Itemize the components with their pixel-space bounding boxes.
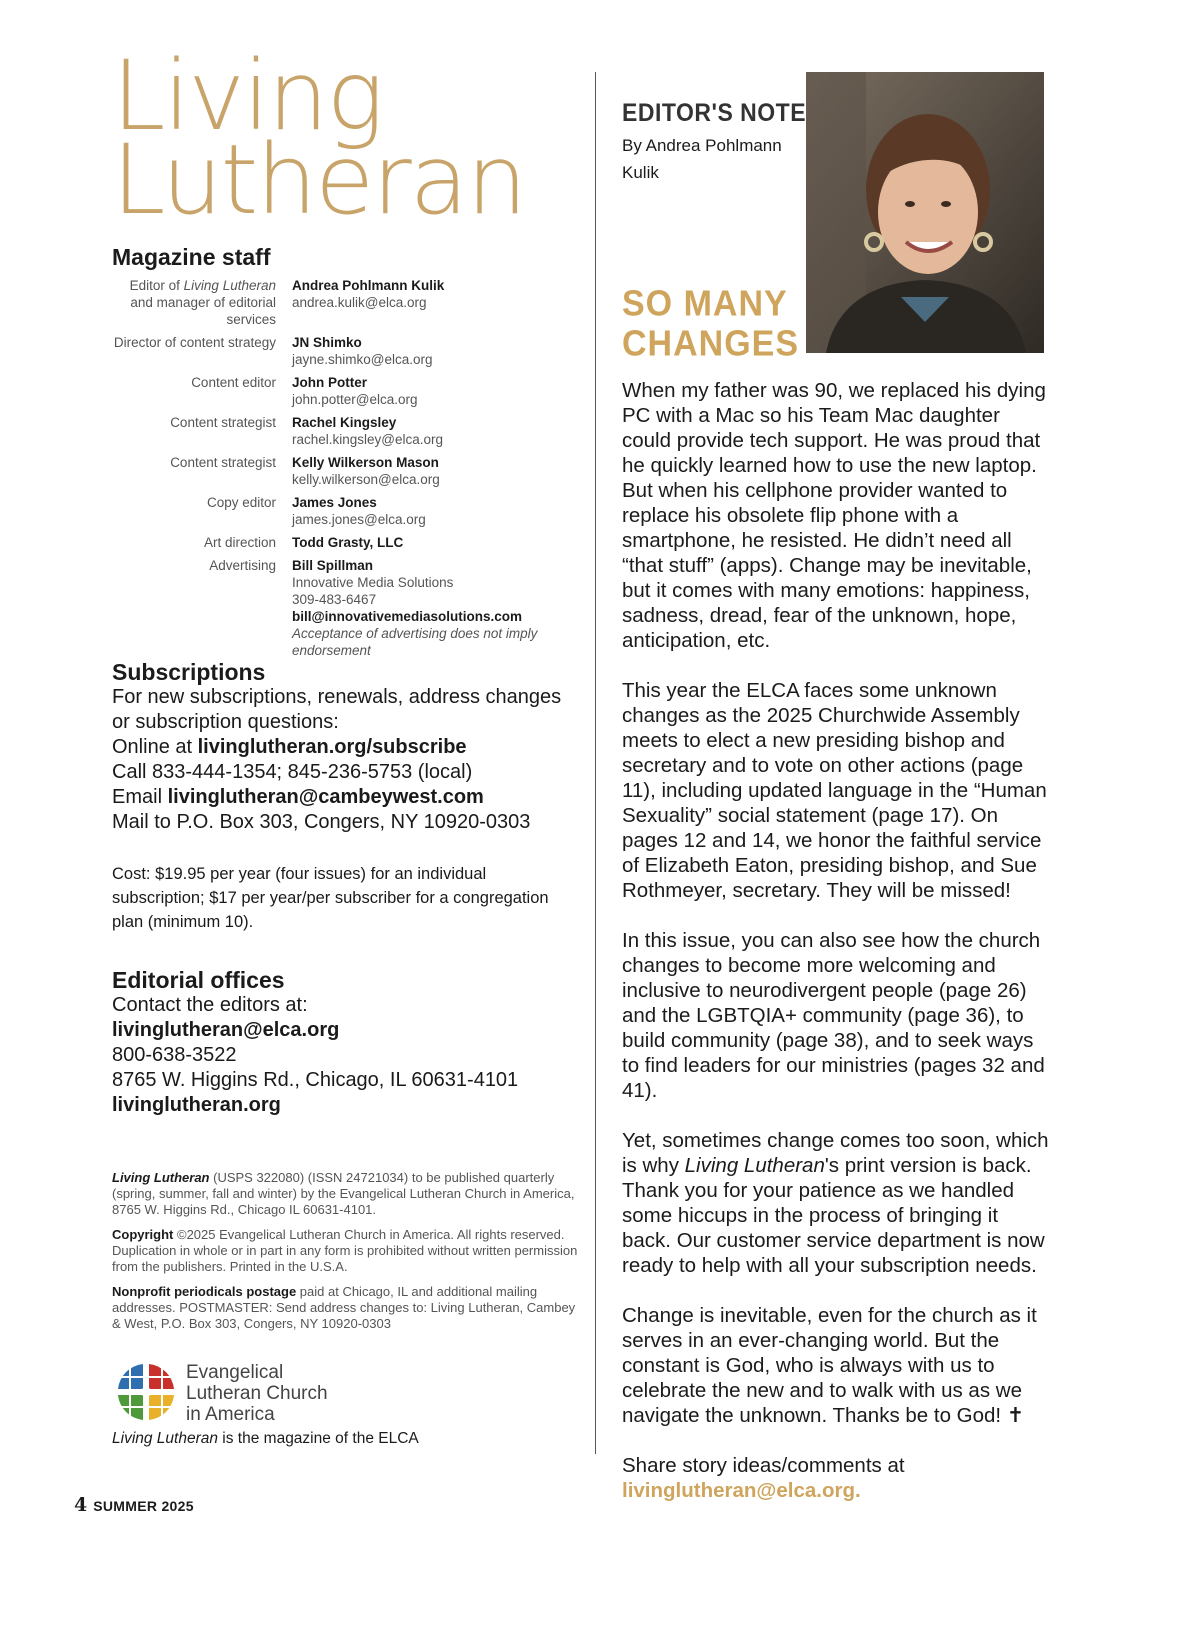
page-number: 4 — [74, 1494, 88, 1516]
staff-email[interactable]: james.jones@elca.org — [292, 512, 426, 527]
staff-role: Art direction — [203, 535, 276, 550]
staff-role: Content editor — [191, 375, 276, 390]
elca-line: Evangelical — [186, 1362, 284, 1383]
logo-word-lutheran: Lutheran — [112, 124, 526, 236]
living-lutheran-logo — [112, 40, 526, 236]
staff-entry — [112, 277, 582, 328]
editorial-email[interactable] — [112, 1018, 582, 1043]
subscriptions-online — [112, 735, 582, 760]
staff-role-italic: Living Lutheran — [183, 278, 276, 293]
subscriptions-call: Call 833-444-1354; 845-236-5753 (local) — [112, 761, 473, 783]
elca-line: Lutheran Church — [186, 1383, 328, 1404]
issue-label: SUMMER 2025 — [93, 1498, 194, 1514]
article-paragraph: Change is inevitable, even for the church as it serves in an ever-changing world. But the constant is God, who is always with us to celebrate the new and to walk with us as we navigate the unknown. Thanks be to God! ✝ — [622, 1304, 1037, 1427]
subscriptions-section — [112, 660, 582, 835]
article-paragraph: In this issue, you can also see how the church changes to become more welcoming and inclusive to neurodivergent people (page 26) and the LGBTQIA+ community (page 36), to build community (page 38), and to seek ways to find leaders for our ministries (pages 32 and 41). — [622, 929, 1045, 1102]
subscriptions-email-link[interactable]: livinglutheran@cambeywest.com — [167, 786, 484, 808]
magazine-staff — [112, 244, 582, 665]
subscriptions-heading: Subscriptions — [112, 659, 266, 685]
column-divider — [595, 72, 596, 1454]
article-body — [622, 378, 1052, 1503]
staff-entry — [112, 534, 582, 551]
staff-name: Rachel Kingsley — [292, 415, 397, 430]
staff-list — [112, 277, 582, 659]
staff-name: Andrea Pohlmann Kulik — [292, 278, 445, 293]
editors-note-label: EDITOR'S NOTE — [622, 98, 807, 127]
editor-portrait — [806, 72, 1044, 353]
staff-name: Bill Spillman — [292, 558, 374, 573]
staff-email[interactable]: andrea.kulik@elca.org — [292, 295, 427, 310]
elca-cross-icon — [114, 1360, 178, 1424]
staff-role: Director of content strategy — [113, 335, 276, 350]
subscriptions-intro: For new subscriptions, renewals, address changes or subscription questions: — [112, 686, 562, 733]
online-label: Online at — [112, 736, 198, 758]
editorial-address: 8765 W. Higgins Rd., Chicago, IL 60631-4101 — [112, 1069, 519, 1091]
editorial-heading: Editorial offices — [112, 967, 285, 993]
article-paragraph: When my father was 90, we replaced his dying PC with a Mac so his Team Mac daughter could provide tech support. He was proud that he quickly learned how to use the new laptop. But when his cellphone provider wanted to replace his obsolete flip phone with a smartphone, he resisted. He didn’t need all “that stuff” (apps). Change may be inevitable, but it comes with many emotions: happiness, sadness, dread, fear of the unknown, hope, anticipation, etc. — [622, 379, 1046, 652]
advertising-disclaimer: Acceptance of advertising does not imply endorsement — [292, 626, 538, 658]
elca-line: in America — [186, 1404, 275, 1425]
article-paragraph: This year the ELCA faces some unknown changes as the 2025 Churchwide Assembly meets to elect a new presiding bishop and secretary and to vote on other actions (page 11), including updated language in the “Human Sexuality” social statement (page 17). On pages 12 and 14, we honor the faithful service of Elizabeth Eaton, presiding bishop, and Sue Rothmeyer, secretary. They will be missed! — [622, 679, 1047, 902]
staff-email[interactable]: kelly.wilkerson@elca.org — [292, 472, 440, 487]
share-email-link[interactable]: livinglutheran@elca.org. — [622, 1479, 861, 1502]
staff-email[interactable]: bill@innovativemediasolutions.com — [292, 609, 522, 624]
staff-role: Content strategist — [170, 455, 276, 470]
staff-entry — [112, 494, 582, 528]
paragraph-italic: Living Lutheran — [684, 1154, 825, 1177]
staff-name: JN Shimko — [292, 335, 362, 350]
staff-name: James Jones — [292, 495, 377, 510]
postage-text: paid at Chicago, IL and additional mailing addresses. POSTMASTER: Send address changes to: Living Lutheran, Cambey & West, P.O. Box 303, Congers, NY 10920-0303 — [112, 1284, 576, 1331]
copyright-text: ©2025 Evangelical Lutheran Church in America. All rights reserved. Duplication in whole or in part in any form is prohibited without written permission from the publishers. Printed in the U.S.A. — [112, 1227, 578, 1274]
staff-name: John Potter — [292, 375, 368, 390]
staff-role: Content strategist — [170, 415, 276, 430]
postage-statement — [112, 1284, 582, 1332]
staff-role: Advertising — [209, 558, 276, 573]
share-text: Share story ideas/comments at — [622, 1454, 905, 1477]
article-headline: SO MANY CHANGES — [622, 284, 800, 364]
paragraph-text: 's print version is back. Thank you for your patience as we handled some hiccups in the process of bringing it back. Our customer service department is now ready to help with all your subscription needs. — [622, 1154, 1045, 1277]
staff-role — [112, 277, 292, 328]
subscribe-link[interactable]: livinglutheran.org/subscribe — [197, 736, 467, 758]
publication-statement — [112, 1170, 582, 1218]
staff-role-text: and manager of editorial services — [130, 295, 276, 327]
staff-heading: Magazine staff — [112, 244, 271, 270]
staff-entry — [112, 557, 582, 659]
staff-entry — [112, 454, 582, 488]
tagline-text: is the magazine of the ELCA — [218, 1430, 419, 1447]
staff-role-text: Editor of — [129, 278, 184, 293]
editorial-site[interactable] — [112, 1093, 582, 1118]
subscription-cost: Cost: $19.95 per year (four issues) for an individual subscription; $17 per year/per subscriber for a congregation plan (minimum 10). — [112, 865, 549, 931]
byline: By Andrea Pohlmann Kulik — [622, 136, 782, 182]
logo-word-living: Living — [112, 40, 383, 152]
elca-tagline — [112, 1430, 419, 1448]
staff-email[interactable]: jayne.shimko@elca.org — [292, 352, 433, 367]
staff-name: Todd Grasty, LLC — [292, 535, 404, 550]
page-footer — [74, 1494, 194, 1516]
staff-email[interactable]: rachel.kingsley@elca.org — [292, 432, 444, 447]
staff-role: Copy editor — [206, 495, 276, 510]
staff-entry — [112, 334, 582, 368]
editorial-phone: 800-638-3522 — [112, 1044, 237, 1066]
staff-company: Innovative Media Solutions — [292, 575, 454, 590]
pub-text: (USPS 322080) (ISSN 24721034) to be published quarterly (spring, summer, fall and winter) by the Evangelical Lutheran Church in America, 8765 W. Higgins Rd., Chicago IL 60631-4101. — [112, 1170, 575, 1217]
postage-label: Nonprofit periodicals postage — [112, 1284, 297, 1299]
subscriptions-email — [112, 785, 582, 810]
tagline-italic: Living Lutheran — [112, 1430, 218, 1447]
editorial-site-text[interactable]: livinglutheran.org — [112, 1094, 281, 1116]
staff-name: Kelly Wilkerson Mason — [292, 455, 439, 470]
copyright-label: Copyright — [112, 1227, 174, 1242]
pub-title: Living Lutheran — [112, 1170, 210, 1185]
editorial-email-text[interactable]: livinglutheran@elca.org — [112, 1019, 340, 1041]
subscriptions-mail: Mail to P.O. Box 303, Congers, NY 10920-0303 — [112, 811, 531, 833]
elca-logo — [114, 1360, 414, 1426]
editorial-contact: Contact the editors at: — [112, 994, 308, 1016]
staff-email[interactable]: john.potter@elca.org — [292, 392, 418, 407]
copyright-statement — [112, 1227, 582, 1275]
elca-name — [186, 1362, 328, 1425]
editor-portrait-image — [806, 72, 1044, 353]
email-label: Email — [112, 786, 168, 808]
editorial-offices — [112, 968, 582, 1118]
article-paragraph — [622, 1128, 1052, 1278]
paragraph-text: Yet, sometimes change comes too soon, which is why — [622, 1129, 1049, 1177]
staff-entry — [112, 414, 582, 448]
staff-phone: 309-483-6467 — [292, 592, 377, 607]
staff-entry — [112, 374, 582, 408]
share-line — [622, 1453, 1052, 1503]
